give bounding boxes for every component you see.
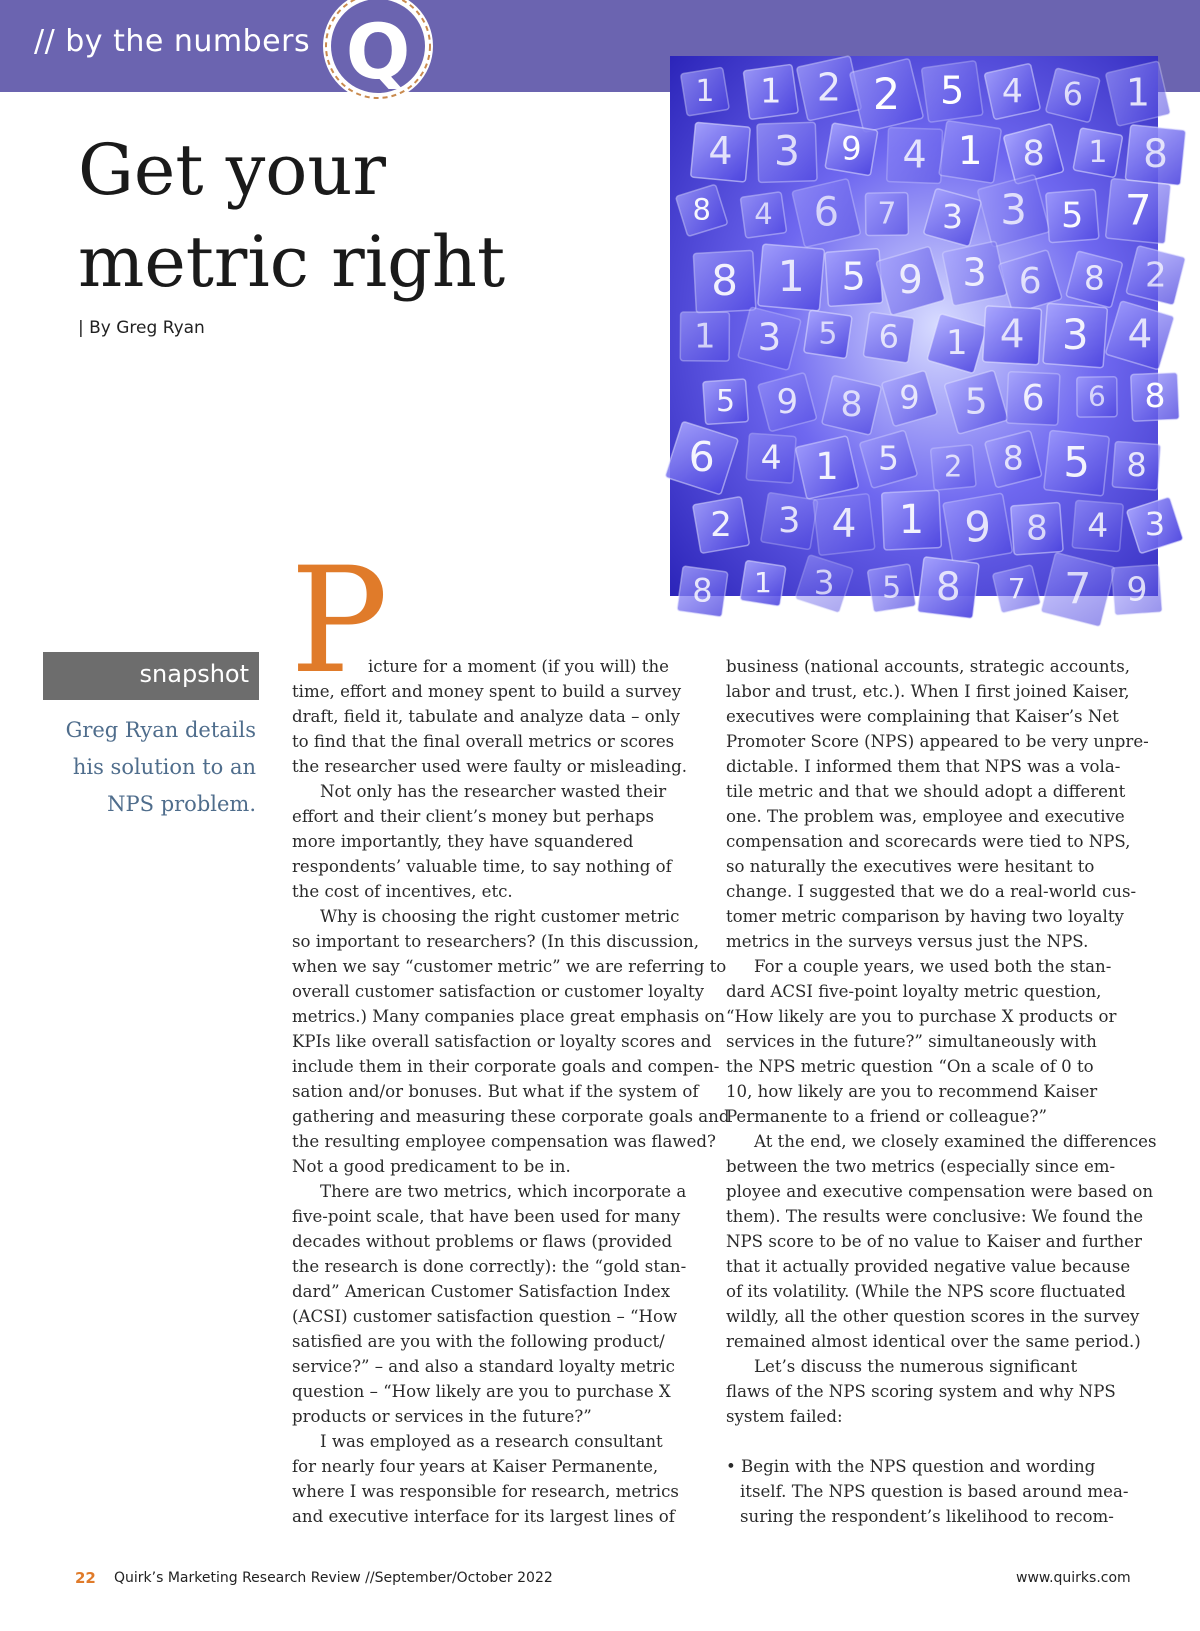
body-column-left — [292, 654, 730, 1529]
body-line: the research is done correctly): the “gold stan- — [292, 1257, 687, 1276]
body-line: NPS score to be of no value to Kaiser and further — [726, 1232, 1142, 1251]
body-line: include them in their corporate goals and compen- — [292, 1057, 720, 1076]
body-line: overall customer satisfaction or customer loyalty — [292, 982, 704, 1001]
body-line: executives were complaining that Kaiser’s Net — [726, 707, 1119, 726]
q-badge-icon — [318, 0, 438, 104]
cube-digit: 1 — [754, 566, 772, 600]
body-line: For a couple years, we used both the stan- — [754, 957, 1112, 976]
body-line: flaws of the NPS scoring system and why NPS — [726, 1382, 1116, 1401]
body-line: Permanente to a friend or colleague?” — [726, 1107, 1047, 1126]
cube-digit: 3 — [813, 563, 835, 603]
body-line: tomer metric comparison by having two loyalty — [726, 907, 1124, 926]
cube-digit: 8 — [692, 571, 713, 610]
cube-digit: 9 — [776, 381, 799, 422]
cube-digit: 1 — [815, 445, 839, 489]
cube-digit: 2 — [816, 65, 842, 110]
cube-digit: 9 — [964, 502, 992, 552]
body-line: Not a good predicament to be in. — [292, 1157, 571, 1176]
body-line: decades without problems or flaws (provided — [292, 1232, 673, 1251]
bullet-line: • Begin with the NPS question and wording — [726, 1457, 1096, 1476]
byline: | By Greg Ryan — [78, 318, 205, 338]
paragraph-gap — [726, 1429, 1136, 1454]
body-line: business (national accounts, strategic accounts, — [726, 657, 1131, 676]
badge-letter: Q — [345, 7, 411, 96]
body-line: between the two metrics (especially since em- — [726, 1157, 1116, 1176]
cube-digit: 3 — [757, 316, 782, 360]
cube-digit: 3 — [773, 127, 801, 176]
cube-digit: 5 — [818, 316, 838, 352]
cube-digit: 1 — [1088, 135, 1108, 171]
cube-digit: 7 — [1124, 185, 1152, 235]
cube-digit: 5 — [716, 384, 736, 420]
body-line: There are two metrics, which incorporate a — [320, 1182, 687, 1201]
body-line: change. I suggested that we do a real-world cus- — [726, 882, 1137, 901]
cube-digit: 4 — [999, 312, 1025, 358]
cube-digit: 6 — [688, 432, 715, 481]
body-line: that it actually provided negative value because — [726, 1257, 1131, 1276]
snapshot-label: snapshot — [43, 652, 259, 700]
cube-digit: 2 — [944, 449, 963, 484]
body-line: service?” – and also a standard loyalty metric — [292, 1357, 675, 1376]
cube-digit: 1 — [694, 316, 716, 357]
body-line: dard” American Customer Satisfaction Index — [292, 1282, 671, 1301]
cube-digit: 7 — [877, 196, 897, 232]
body-line: products or services in the future?” — [292, 1407, 592, 1426]
body-line: Promoter Score (NPS) appeared to be very unpre- — [726, 732, 1149, 751]
cube-digit: 8 — [1026, 508, 1048, 549]
body-line: remained almost identical over the same period.) — [726, 1332, 1141, 1351]
cube-digit: 6 — [1087, 379, 1106, 413]
body-line: five-point scale, that have been used for many — [292, 1207, 681, 1226]
cube-digit: 1 — [946, 323, 968, 364]
cube-digit: 4 — [831, 501, 857, 547]
body-line: time, effort and money spent to build a survey — [292, 682, 682, 701]
cube-digit: 1 — [1125, 70, 1151, 115]
body-line: icture for a moment (if you will) the — [368, 657, 669, 676]
cube-digit: 8 — [935, 564, 961, 610]
cube-digit: 8 — [1022, 133, 1045, 174]
body-line: ployee and executive compensation were based on — [726, 1182, 1154, 1201]
cube-digit: 8 — [692, 192, 711, 227]
cube-digit: 5 — [841, 254, 866, 299]
body-line: the NPS metric question “On a scale of 0 to — [726, 1057, 1094, 1076]
cube-digit: 3 — [1000, 184, 1027, 234]
cube-digit: 6 — [878, 317, 899, 356]
body-line: so important to researchers? (In this discussion, — [292, 932, 699, 951]
body-line: more importantly, they have squandered — [292, 832, 634, 851]
body-line: suring the respondent’s likelihood to recom- — [740, 1507, 1114, 1526]
body-line: sation and/or bonuses. But what if the system of — [292, 1082, 699, 1101]
body-line: so naturally the executives were hesitant to — [726, 857, 1095, 876]
cube-digit: 3 — [942, 196, 964, 236]
cube-digit: 5 — [1061, 195, 1084, 236]
body-line: Not only has the researcher wasted their — [320, 782, 667, 801]
body-line: itself. The NPS question is based around mea- — [740, 1482, 1129, 1501]
section-label: // by the numbers — [34, 24, 311, 59]
cube-digit: 5 — [1063, 437, 1090, 487]
cube-digit: 3 — [1061, 309, 1089, 359]
cube-digit: 7 — [1007, 571, 1026, 605]
body-line: KPIs like overall satisfaction or loyalty scores and — [292, 1032, 712, 1051]
body-line: of its volatility. (While the NPS score fluctuated — [726, 1282, 1126, 1301]
cube-digit: 1 — [759, 71, 782, 112]
cube-digit: 9 — [841, 129, 862, 168]
publication-info: Quirk’s Marketing Research Review //September/October 2022 — [114, 1570, 553, 1586]
body-line: dictable. I informed them that NPS was a vola- — [726, 757, 1121, 776]
body-line: effort and their client’s money but perhaps — [292, 807, 655, 826]
cube-digit: 5 — [877, 438, 899, 478]
body-line: question – “How likely are you to purchase X — [292, 1382, 671, 1401]
body-line: compensation and scorecards were tied to NPS, — [726, 832, 1131, 851]
cube-digit: 1 — [898, 496, 925, 543]
body-line: the researcher used were faulty or misleading. — [292, 757, 687, 776]
cube-digit: 5 — [882, 570, 902, 606]
body-line: and executive interface for its largest lines of — [292, 1507, 675, 1526]
body-line: I was employed as a research consultant — [320, 1432, 663, 1451]
cube-digit: 8 — [1083, 258, 1105, 298]
cube-digit: 6 — [1021, 377, 1045, 419]
body-line: services in the future?” simultaneously with — [726, 1032, 1097, 1051]
cube-digit: 7 — [1064, 564, 1092, 615]
cube-digit: 2 — [710, 504, 732, 545]
body-line: “How likely are you to purchase X products or — [726, 1007, 1117, 1026]
cube-digit: 6 — [813, 189, 840, 236]
cube-digit: 4 — [902, 132, 927, 177]
body-line: metrics in the surveys versus just the NPS. — [726, 932, 1089, 951]
body-column-right — [726, 654, 1157, 1529]
body-line: where I was responsible for research, metrics — [292, 1482, 679, 1501]
article-title: Get your metric right — [78, 129, 506, 303]
cube-digit: 4 — [1087, 505, 1109, 545]
cube-digit: 8 — [1002, 438, 1024, 478]
body-line: At the end, we closely examined the differences — [754, 1132, 1157, 1151]
cube-digit: 8 — [711, 255, 738, 305]
body-line: dard ACSI five-point loyalty metric question, — [726, 982, 1102, 1001]
body-line: system failed: — [726, 1407, 843, 1426]
cube-digit: 8 — [1144, 376, 1166, 416]
body-line: the resulting employee compensation was flawed? — [292, 1132, 716, 1151]
body-line: Why is choosing the right customer metric — [320, 907, 680, 926]
cube-digit: 8 — [1143, 132, 1168, 178]
website-url: www.quirks.com — [1016, 1570, 1131, 1586]
body-line: 10, how likely are you to recommend Kaiser — [726, 1082, 1098, 1101]
cube-digit: 1 — [957, 129, 983, 175]
drop-cap: P — [290, 536, 389, 706]
body-line: for nearly four years at Kaiser Permanente, — [292, 1457, 659, 1476]
cube-digit: 1 — [777, 252, 805, 303]
cube-digit: 4 — [754, 196, 773, 231]
cube-digit: 1 — [695, 73, 715, 109]
body-line: them). The results were conclusive: We found the — [726, 1207, 1144, 1226]
body-line: respondents’ valuable time, to say nothing of — [292, 857, 672, 876]
cube-digit: 9 — [898, 258, 923, 304]
body-line: when we say “customer metric” we are referring to — [292, 957, 727, 976]
cube-digit: 4 — [1001, 70, 1023, 110]
cube-digit: 4 — [1127, 312, 1153, 358]
cube-digit: 2 — [1144, 255, 1167, 296]
body-line: gathering and measuring these corporate goals and — [292, 1107, 730, 1126]
cube-digit: 3 — [778, 501, 801, 542]
cube-digit: 3 — [1144, 505, 1166, 544]
cube-digit: 4 — [760, 437, 782, 477]
body-line: tile metric and that we should adopt a different — [726, 782, 1126, 801]
cube-digit: 6 — [1018, 260, 1042, 302]
body-line: wildly, all the other question scores in the survey — [726, 1307, 1140, 1326]
body-line: labor and trust, etc.). When I first joined Kaiser, — [726, 682, 1130, 701]
cube-digit: 9 — [899, 378, 920, 417]
hero-image — [670, 56, 1168, 615]
body-line: draft, field it, tabulate and analyze data – only — [292, 707, 681, 726]
cube-digit: 6 — [1062, 75, 1083, 114]
body-line: one. The problem was, employee and executive — [726, 807, 1125, 826]
cube-digit: 3 — [962, 250, 987, 295]
body-line: Let’s discuss the numerous significant — [754, 1357, 1078, 1376]
cube-digit: 9 — [1126, 569, 1148, 609]
cube-digit: 4 — [708, 129, 733, 174]
body-line: metrics.) Many companies place great emphasis on — [292, 1007, 726, 1026]
cube-digit: 8 — [840, 385, 863, 426]
snapshot-summary: Greg Ryan details his solution to an NPS problem. — [65, 718, 256, 816]
body-line: (ACSI) customer satisfaction question – “How — [292, 1307, 678, 1326]
cube-digit: 5 — [964, 381, 988, 423]
body-line: satisfied are you with the following product/ — [292, 1332, 665, 1351]
cube-digit: 2 — [872, 69, 901, 120]
body-line: the cost of incentives, etc. — [292, 882, 513, 901]
cube-digit: 5 — [940, 68, 965, 113]
body-line: to find that the final overall metrics or scores — [292, 732, 675, 751]
cube-digit: 8 — [1126, 445, 1147, 484]
page-number: 22 — [75, 1569, 96, 1587]
